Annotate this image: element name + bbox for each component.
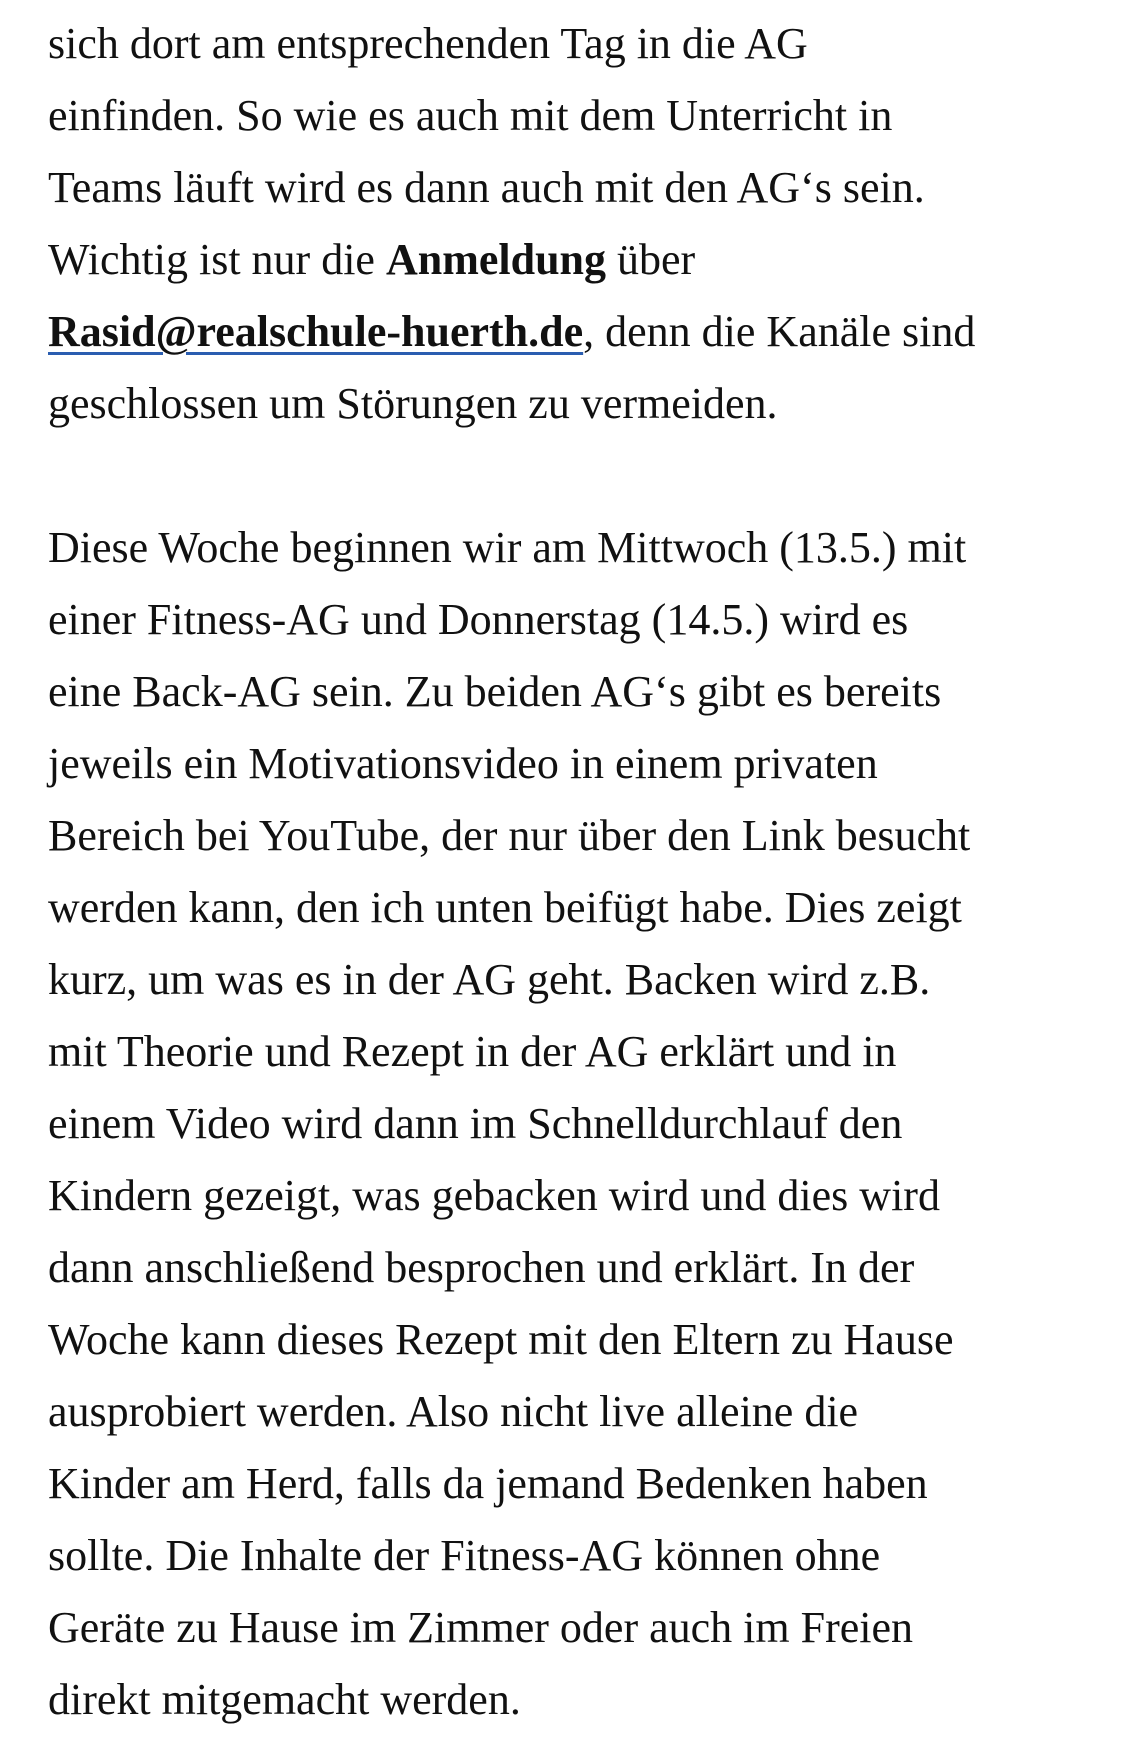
text-segment: über xyxy=(606,235,696,284)
text-line xyxy=(48,224,1088,296)
text-line: einfinden. So wie es auch mit dem Unterricht in xyxy=(48,91,893,140)
text-line: werden kann, den ich unten beifügt habe. Dies zeigt xyxy=(48,883,962,932)
text-line: Bereich bei YouTube, der nur über den Link besucht xyxy=(48,811,971,860)
text-line: einer Fitness-AG und Donnerstag (14.5.) wird es xyxy=(48,595,909,644)
email-link[interactable]: Rasid@realschule-huerth.de xyxy=(48,307,584,356)
text-line: Diese Woche beginnen wir am Mittwoch (13.5.) mit xyxy=(48,523,967,572)
text-line: kurz, um was es in der AG geht. Backen wird z.B. xyxy=(48,955,931,1004)
text-line: Kinder am Herd, falls da jemand Bedenken haben xyxy=(48,1459,928,1508)
text-line: dann anschließend besprochen und erklärt. In der xyxy=(48,1243,915,1292)
text-line: sich dort am entsprechenden Tag in die AG xyxy=(48,19,808,68)
text-line: sollte. Die Inhalte der Fitness-AG können ohne xyxy=(48,1531,881,1580)
text-line: Kindern gezeigt, was gebacken wird und dies wird xyxy=(48,1171,940,1220)
document-body xyxy=(48,8,1088,1736)
text-line: direkt mitgemacht werden. xyxy=(48,1675,521,1724)
text-line: eine Back-AG sein. Zu beiden AG‘s gibt es bereits xyxy=(48,667,942,716)
text-segment: , denn die Kanäle sind xyxy=(583,307,976,356)
text-line: Woche kann dieses Rezept mit den Eltern zu Hause xyxy=(48,1315,954,1364)
text-line: einem Video wird dann im Schnelldurchlauf den xyxy=(48,1099,903,1148)
text-line: ausprobiert werden. Also nicht live alleine die xyxy=(48,1387,859,1436)
text-line: Teams läuft wird es dann auch mit den AG‘s sein. xyxy=(48,163,925,212)
paragraph-ag-registration xyxy=(48,8,1088,440)
bold-anmeldung: Anmeldung xyxy=(385,235,607,284)
paragraph-ag-schedule xyxy=(48,512,1088,1736)
text-line: Geräte zu Hause im Zimmer oder auch im Freien xyxy=(48,1603,914,1652)
text-line xyxy=(48,296,1088,368)
text-line: geschlossen um Störungen zu vermeiden. xyxy=(48,379,778,428)
text-segment: Wichtig ist nur die xyxy=(48,235,386,284)
text-line: jeweils ein Motivationsvideo in einem privaten xyxy=(48,739,878,788)
text-line: mit Theorie und Rezept in der AG erklärt und in xyxy=(48,1027,897,1076)
